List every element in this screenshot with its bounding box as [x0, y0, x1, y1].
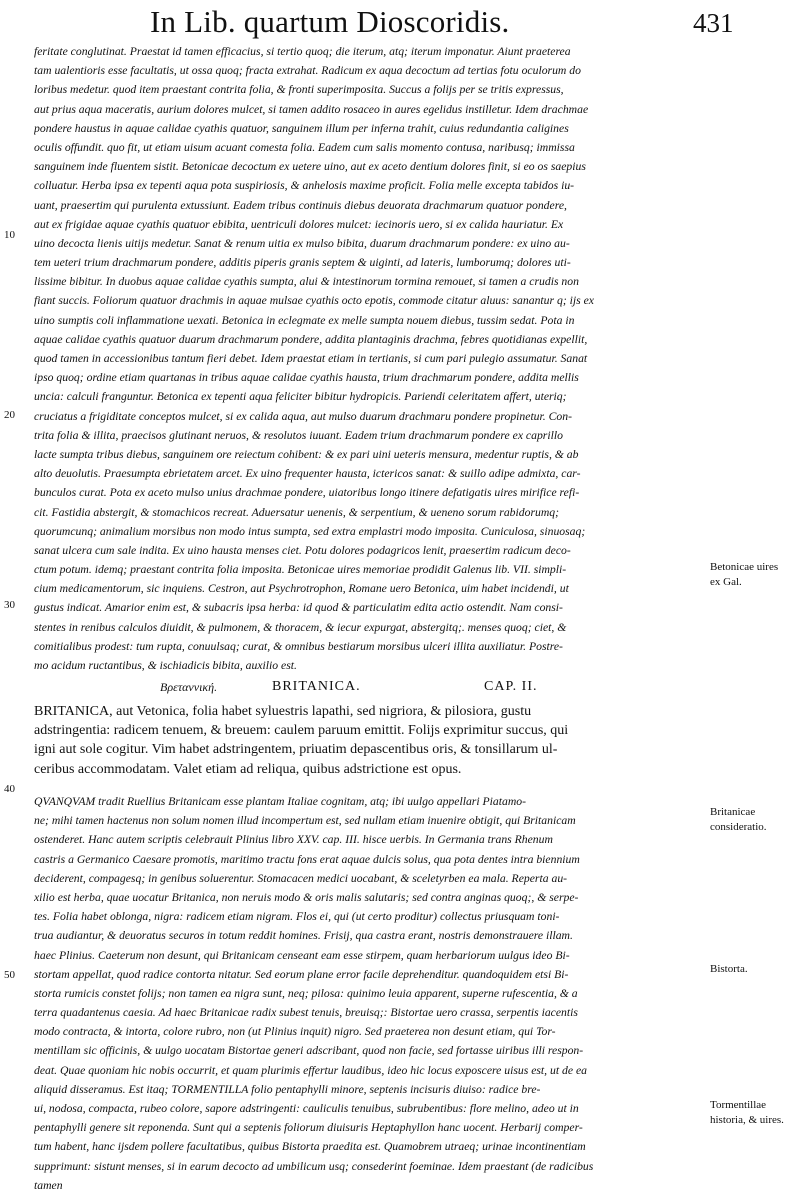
text-line: terra quadantenus caesia. Ad haec Britanicae radix subest tenuis, breuisq;: Bistortae uero crassa, serpentis iacentis	[34, 1006, 578, 1020]
text-line: tes. Folia habet oblonga, nigra: radicem etiam nigram. Flos ei, qui (ut certo proditur) collectus priusquam toni-	[34, 910, 560, 924]
text-line: ipso quoq; ordine etiam quartanas in tribus aquae calidae cyathis hausta, trium drachmarum pondere, addita mellis	[34, 371, 579, 385]
text-line: gustus indicat. Amarior enim est, & subacris ipsa herba: id quod & particulatim edita actio ostendit. Nam consi-	[34, 601, 563, 615]
text-line: BRITANICA, aut Vetonica, folia habet syluestris lapathi, sed nigriora, & pilosiora, gustu	[34, 704, 532, 719]
text-line: stentes in renibus calculos diuidit, & pulmonem, & thoracem, & iecur expurgat, abstergitq;. menses quoq; ciet, &	[34, 620, 567, 634]
text-line: adstringentia: radicem tenuem, & breuem: caulem paruum emittit. Folijs exprimitur succus, qui	[34, 723, 569, 739]
text-line: cit. Fastidia abstergit, & stomachicos recreat. Aduersatur uenenis, & serpentium, & ueneno sorum rabidorumq;	[34, 505, 560, 519]
text-line: castris a Germanico Caesare promotis, maritimo tractu fons erat aquae dulcis solus, qua pota dentes intra biennium	[34, 852, 580, 866]
text-line: colluatur. Herba ipsa ex tepenti aqua pota suspiriosis, & anhelosis maxime proficit. Folia melle excepta tabidos iu-	[34, 179, 575, 193]
text-line: ctum potum. idemq; praestant contrita folia imposita. Betonicae uires memoriae prodidit Galenus lib. VII. simpli-	[34, 563, 567, 577]
text-line: feritate conglutinat. Praestat id tamen efficacius, si tertio quoq; die iterum, atq; iterum imponatur. Aiunt praeterea	[34, 45, 571, 58]
text-line: tem ueteri trium drachmarum pondere, additis piperis granis septem & uiginti, ad lateris, lumborumq; dolores uti-	[34, 256, 571, 270]
text-line: aut prius aqua maceratis, aurium dolores mulcet, si tamen addito rosaceo in aures egelidus instilletur. Idem drachmae	[34, 102, 589, 116]
text-line: uino decocta lienis uitijs medetur. Sanat & renum uitia ex mulso bibita, duarum drachmarum pondere: ex uino au-	[34, 236, 570, 250]
text-line: deciderent, compagesq; in genibus soluerentur. Stomacacen medici uocabant, & sceletyrben ea mala. Reperta au-	[34, 871, 568, 885]
line-number: 50	[4, 969, 15, 981]
margin-note: Britanicae consideratio.	[710, 806, 767, 833]
text-line: ostenderet. Hanc autem scriptis celebrauit Plinius libro XXV. cap. III. hisce uerbis. In Germania trans Rhenum	[34, 833, 553, 847]
text-line: alto deuolutis. Praesumpta ebrietatem arcet. Ex uino frequenter hausta, ictericos sanat: & suillo adipe admixta, car-	[34, 467, 581, 481]
text-line: cium medicamentorum, sic inquiens. Cestron, aut Psychrotrophon, Romane uero Betonica, uim habet incidendi, ut	[34, 582, 569, 596]
line-number: 10	[4, 229, 15, 241]
text-line: storta rumicis constet folijs; non tamen ea nigra sunt, neq; pilosa: quinimo leuia apparent, superne rufescentia, & a	[34, 986, 578, 1000]
text-line: stortam appellat, quod radice contorta nitatur. Sed eorum plane error facile deprehenditur. quandoquidem etsi Bi-	[34, 967, 569, 981]
text-line: supprimunt: sistunt menses, si in earum decocto ad umbilicum usq; consederint foeminae. Idem praestant (de radicibus	[34, 1159, 594, 1173]
margin-note: Bistorta.	[710, 963, 748, 975]
text-line: xilio est herba, quae uocatur Britanica, non neruis modo & oris malis salutaris; sed contra anginas quoq;, & serpe-	[34, 890, 579, 904]
text-line: aliquid disseramus. Est itaq; TORMENTILLA folio pentaphylli minore, septenis incisuris diuiso: radice bre-	[34, 1082, 541, 1096]
text-line: uino sumptis coli inflammatione uexati. Betonica in eclegmate ex melle sumpta nouem diebus, tussim sedat. Pota in	[34, 313, 575, 327]
text-line: sanat ulcera cum sale indita. Ex uino hausta menses ciet. Potu dolores podagricos lenit, praesertim radicum deco-	[34, 543, 571, 557]
line-number: 20	[4, 409, 15, 421]
dioscorides-text	[34, 702, 706, 779]
text-line: bunculos curat. Pota ex aceto mulso unius drachmae pondere, uiatoribus longo itinere defatigatis uires mirifice refi-	[34, 486, 580, 500]
text-line: mentillam sic officinis, & uulgo uocatam Bistortae generi adscribant, quod non facie, sed fortasse uiribus illi respon-	[34, 1044, 584, 1058]
text-line: tamen	[34, 1178, 63, 1192]
text-line: aut ex frigidae aquae cyathis quatuor ebibita, uentriculi dolores mulcet: iecinoris uero, si ex calida hauriatur. Ex	[34, 217, 564, 231]
text-line: pentaphylli genere sit reponenda. Sunt qui a septenis foliorum diuisuris Heptaphyllon hanc uocent. Herbarij comper-	[34, 1121, 583, 1135]
text-line: sanguinem inde fluentem sistit. Betonicae decoctum ex uetere uino, aut ex aceto dentium dolores finit, si eo os saepius	[34, 160, 586, 174]
running-header	[0, 4, 787, 40]
chapter-greek-name: Βρεταννική.	[160, 680, 218, 694]
text-line: QVANQVAM tradit Ruellius Britanicam esse plantam Italiae cognitam, atq; ibi uulgo appellari Piatamo-	[34, 795, 527, 808]
chapter-latin-name: BRITANICA.	[272, 679, 361, 694]
text-line: comitialibus prodest: tum rupta, conuulsaq; curat, & omnibus bestiarum morsibus ulceri illita auxiliatur. Postre-	[34, 639, 563, 653]
page-number: 431	[693, 8, 734, 38]
text-line: lissime bibitur. In duobus aquae calidae cyathis sumpta, alui & intestinorum tormina remouet, si tamen a crudis non	[34, 275, 579, 289]
text-line: trita folia & illita, praecisos glutinant neruos, & resolutos iuuant. Eadem trium drachmarum pondere ex caprillo	[34, 428, 563, 442]
text-line: trua audiantur, & deuoratus securos in totum reddit homines. Frisij, qua castra erant, nostris demonstrauere illam.	[34, 929, 573, 943]
text-line: uant, praesertim qui purulenta extussiunt. Eadem tribus continuis diebus deuorata drachmarum quatuor pondere,	[34, 198, 567, 212]
text-line: lacte sumpta tribus diebus, sanguinem ore reiectum cohibent: & ex pari uini ueteris mensura, medentur ruptis, & ab	[34, 447, 579, 461]
text-line: mo acidum ructantibus, & ischiadicis bibita, auxilio est.	[34, 659, 297, 672]
running-title: In Lib. quartum Dioscoridis.	[150, 4, 510, 39]
line-number: 30	[4, 599, 15, 611]
text-line: ceribus accommodatam. Valet etiam ad reliqua, quibus adstrictione est opus.	[34, 761, 462, 777]
text-line: oculis offundit. quo fit, ut etiam uisum acuant comesta folia. Eadem cum salis momento contusa, naribusq; immissa	[34, 140, 575, 154]
text-line: aquae calidae cyathis quatuor duarum drachmarum pondere, addita plantaginis drachma, febres quotidianas expellit,	[34, 332, 588, 346]
text-line: quorumcunq; animalium morsibus non modo intus sumpta, sed extra emplastri modo imposita. Cuniculosa, sinuosaq;	[34, 524, 586, 538]
text-line: loribus medetur. quod item praestant contrita folia, & fronti superimposita. Succus a folijs per se tritis expressus,	[34, 83, 564, 97]
text-line: haec Plinius. Caeterum non desunt, qui Britanicam censeant eam esse stirpem, quam herbariorum uulgus ideo Bi-	[34, 948, 570, 962]
text-line: fiant succis. Foliorum quatuor drachmis in aquae mulsae cyathis octo epotis, commode citatur aluus: sanantur q; ijs ex	[34, 294, 594, 308]
text-line: quod tamen in accessionibus tantum fieri debet. Idem praestat etiam in tertianis, si cum pari pulegio assumatur. Sanat	[34, 352, 588, 365]
text-line: pondere haustus in aquae calidae cyathis quatuor, sanguinem illum per inferna trahit, cuius redundantia caligines	[34, 121, 569, 135]
chapter-heading	[0, 676, 787, 698]
commentary-part-1	[34, 42, 706, 675]
commentary-part-2	[34, 792, 706, 1195]
text-line: tam ualentioris esse facultatis, ut ossa quoq; fracta extrahat. Radicum ex aqua decoctum ad tertias fotu oculorum do	[34, 64, 581, 78]
chapter-number: CAP. II.	[484, 679, 538, 694]
margin-note: Betonicae uires ex Gal.	[710, 561, 779, 588]
text-line: ne; mihi tamen hactenus non solum nomen illud incompertum est, sed nullam etiam inuenire obtigit, qui Britanicam	[34, 814, 576, 828]
text-line: igni aut sole cogitur. Vim habet adstringentem, priuatim depascentibus oris, & tonsillarum ul-	[34, 742, 558, 758]
text-line: uncia: calculi franguntur. Betonica ex tepenti aqua feliciter bibitur hydropicis. Pariendi celeritatem affert, uteriq;	[34, 390, 567, 404]
text-line: ui, nodosa, compacta, rubeo colore, sapore adstringenti: cauliculis tenuibus, subrubentibus: flore melino, adeo ut in	[34, 1102, 579, 1115]
text-line: tum habent, hanc ijsdem pollere facultatibus, quibus Bistorta praedita est. Quamobrem utraeq; urinae incontinentiam	[34, 1140, 586, 1154]
text-line: modo contracta, & intorta, colore rubro, non (ut Plinius inquit) nigro. Sed praeterea non desunt etiam, qui Tor-	[34, 1025, 556, 1039]
line-number: 40	[4, 783, 15, 795]
margin-note: Tormentillae historia, & uires.	[710, 1099, 784, 1126]
text-line: deat. Quae quoniam hic nobis occurrit, et quam plurimis effertur laudibus, ideo hic locus exposcere uisus est, ut de ea	[34, 1063, 588, 1077]
text-line: cruciatus a frigiditate conceptos mulcet, si ex calida aqua, aut mulso duarum drachmaru pondere propinetur. Con-	[34, 409, 572, 423]
